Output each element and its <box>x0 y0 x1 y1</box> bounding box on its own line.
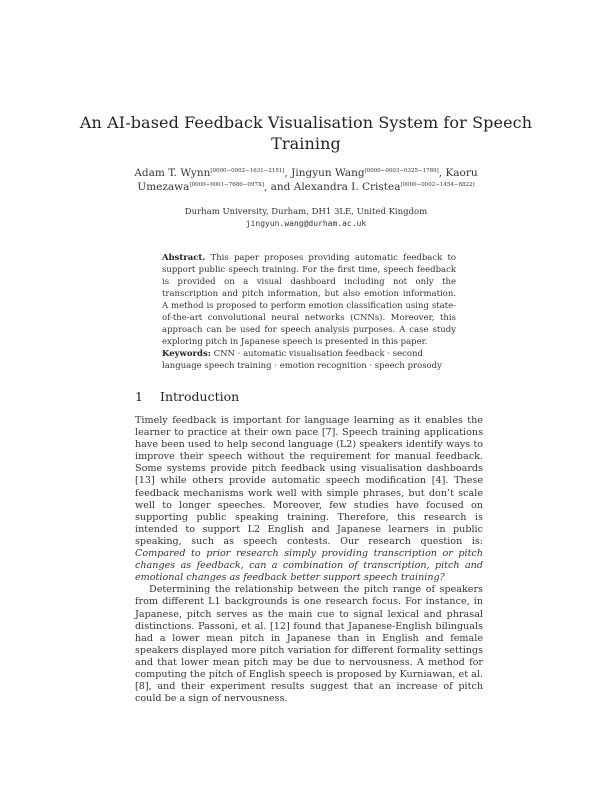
paragraph-2: Determining the relationship between the pitch range of speakers from different L1 backgrounds is one research focus. For instance, in Japanese, pitch serves as the main cue to signal lexical and phrasal distinctions. Passoni, et al. [12] found that Japanese-English bilinguals had a lower mean pitch in Japanese than in English and female speakers displayed more pitch variation for different formality settings and that lower mean pitch may be due to nervousness. A method for computing the pitch of English speech is proposed by Kurniawan, et al. [8], and their experiment results suggest that an increase of pitch could be a sign of nervousness. <box>135 584 483 705</box>
keywords <box>162 348 456 372</box>
affiliation-block <box>60 206 552 230</box>
author-list <box>110 166 502 194</box>
orcid-id: [0000−0001−7686−097X] <box>189 182 264 188</box>
section-number: 1 <box>135 389 143 404</box>
author-name: Adam T. Wynn <box>134 167 211 179</box>
abstract-text: This paper proposes providing automatic feedback to support public speech training. For the first time, speech feedback is provided on a visual dashboard including not only the transcription and pitch information, but also emotion information. A method is proposed to perform emotion classification using state-of-the-art convolutional neural networks (CNNs). Moreover, this approach can be used for speech analysis purposes. A case study exploring pitch in Japanese speech is presented in this paper. <box>162 253 456 347</box>
author-4 <box>294 181 475 193</box>
paper-title: An AI-based Feedback Visualisation System for Speech Training <box>79 113 533 153</box>
author-separator: , <box>438 167 446 179</box>
author-name: Alexandra I. Cristea <box>293 181 401 193</box>
author-separator: , and <box>263 181 294 193</box>
affiliation: Durham University, Durham, DH1 3LE, United Kingdom <box>184 207 428 217</box>
section-heading-introduction <box>135 389 239 404</box>
paragraph-text: Timely feedback is important for language learning as it enables the learner to practice at their own pace [7]. Speech training applications have been used to help second language (L2) speakers identify ways to improve their speech without the requirement for manual feedback. Some systems provide pitch feedback using visualisation dashboards [13] while others provide automatic speech modification [4]. These feedback mechanisms work well with simple phrases, but don’t scale well to longer speeches. Moreover, few studies have focused on supporting public speaking training. Therefore, this research is intended to support L2 English and Japanese learners in public speaking, such as speech contests. Our research question is: <box>135 415 483 547</box>
abstract <box>162 252 456 348</box>
paragraph-1 <box>135 415 483 584</box>
contact-email[interactable]: jingyun.wang@durham.ac.uk <box>245 219 367 228</box>
keywords-text: CNN · automatic visualisation feedback · second language speech training · emotion recognition · speech prosody <box>162 349 442 371</box>
author-2 <box>291 167 445 179</box>
introduction-body <box>135 415 483 705</box>
orcid-id: [0000−0003−0325−1789] <box>364 168 439 174</box>
section-title: Introduction <box>160 389 240 404</box>
orcid-id: [0000−0002−1631−2151] <box>210 168 285 174</box>
orcid-id: [0000−0002−1454−8822] <box>400 182 475 188</box>
author-name: Jingyun Wang <box>291 167 365 179</box>
keywords-label: Keywords: <box>162 349 211 359</box>
abstract-label: Abstract. <box>162 253 206 263</box>
author-name: Kaoru Umezawa <box>137 167 478 193</box>
research-question: Compared to prior research simply providing transcription or pitch changes as feedback, can a combination of transcription, pitch and emotional changes as feedback better support speech training? <box>135 548 483 584</box>
author-1 <box>134 167 291 179</box>
author-separator: , <box>284 167 292 179</box>
